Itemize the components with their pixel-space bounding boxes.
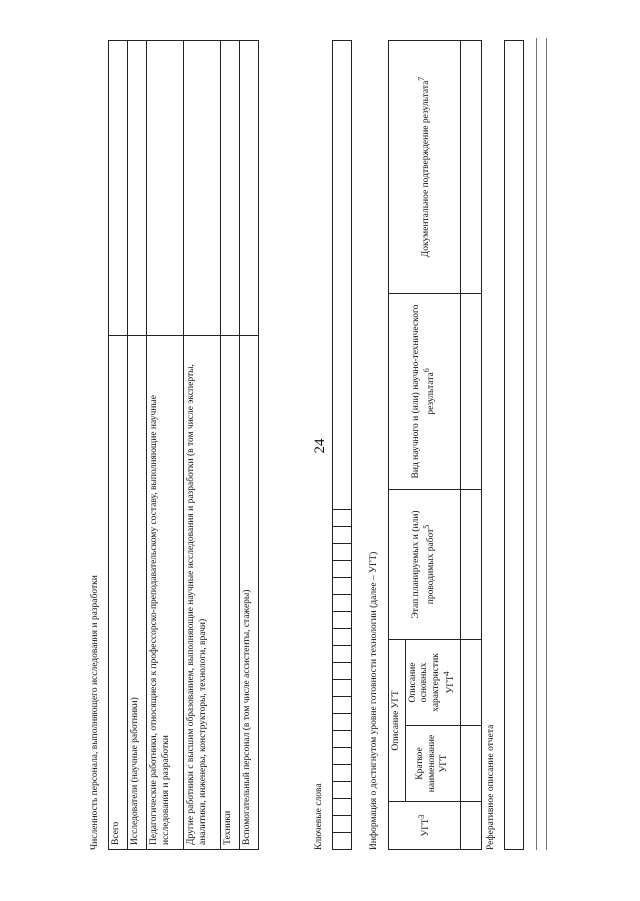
table-header-row <box>389 41 406 850</box>
doc-confirmation-cell[interactable] <box>461 41 482 294</box>
personnel-value-cell[interactable] <box>147 41 184 336</box>
keyword-cell[interactable] <box>333 578 352 595</box>
keyword-cell[interactable] <box>333 527 352 544</box>
keyword-cell[interactable] <box>333 799 352 816</box>
keyword-cell[interactable] <box>333 595 352 612</box>
abstract-field[interactable] <box>504 40 524 850</box>
col-doc-confirmation-header: Документальное подтверждение результата$^7$ <box>389 41 461 294</box>
short-name-cell[interactable] <box>461 726 482 802</box>
ugt-caption: Информация о достигнутом уровне готовности технологии (далее – УГТ) <box>369 551 379 850</box>
table-row <box>109 41 128 850</box>
keyword-cell[interactable] <box>333 697 352 714</box>
keyword-cell[interactable] <box>333 833 352 850</box>
ugt-cell[interactable] <box>461 802 482 850</box>
abstract-caption: Реферативное описание отчета <box>486 724 496 850</box>
keyword-cell[interactable] <box>333 510 352 527</box>
personnel-value-cell[interactable] <box>109 41 128 336</box>
personnel-row-label: Исследователи (научные работники) <box>128 336 147 850</box>
col-stage-header: Этап планируемых и (или) проводимых работ$^5$ <box>389 489 461 639</box>
page-number: 24 <box>312 438 328 454</box>
keyword-cell[interactable] <box>333 714 352 731</box>
personnel-value-cell[interactable] <box>184 41 221 336</box>
personnel-value-cell[interactable] <box>128 41 147 336</box>
personnel-row-label: Вспомогательный персонал (в том числе ассистенты, стажеры) <box>240 336 259 850</box>
divider <box>546 38 547 850</box>
table-row <box>333 41 352 850</box>
keyword-cell-wide[interactable] <box>333 41 352 510</box>
characteristics-cell[interactable] <box>461 639 482 725</box>
divider <box>536 38 537 850</box>
keyword-cell[interactable] <box>333 561 352 578</box>
keyword-cell[interactable] <box>333 663 352 680</box>
personnel-row-label: Техники <box>221 336 240 850</box>
table-row <box>221 41 240 850</box>
table-row <box>184 41 221 850</box>
keyword-cell[interactable] <box>333 782 352 799</box>
result-type-cell[interactable] <box>461 293 482 489</box>
stage-cell[interactable] <box>461 489 482 639</box>
keyword-cell[interactable] <box>333 816 352 833</box>
col-description-group-header: Описание УГТ <box>389 639 406 801</box>
keyword-cell[interactable] <box>333 748 352 765</box>
keyword-cell[interactable] <box>333 544 352 561</box>
col-result-type-header: Вид научного и (или) научно-технического результата$^6$ <box>389 293 461 489</box>
keyword-cell[interactable] <box>333 680 352 697</box>
keyword-cell[interactable] <box>333 612 352 629</box>
table-row <box>240 41 259 850</box>
report-form-content <box>90 20 590 850</box>
personnel-value-cell[interactable] <box>221 41 240 336</box>
personnel-row-label: Всего <box>109 336 128 850</box>
keywords-caption: Ключевые слова <box>314 783 324 850</box>
col-ugt-header: УГТ$^3$ <box>389 802 461 850</box>
personnel-caption: Численность персонала, выполняющего исследования и разработки <box>90 575 100 850</box>
keywords-table <box>332 40 352 850</box>
table-row <box>128 41 147 850</box>
ugt-table <box>388 40 482 850</box>
keyword-cell[interactable] <box>333 646 352 663</box>
col-characteristics-header: Описание основных характеристик УГТ$^4$ <box>405 639 460 725</box>
keyword-cell[interactable] <box>333 765 352 782</box>
personnel-table <box>108 40 259 850</box>
personnel-row-label: Другие работники с высшим образованием, выполняющие научные исследования и разработки (в том числе эксперты, аналитики, инженеры, конструкторы, технологи, врачи) <box>184 336 221 850</box>
table-row <box>461 41 482 850</box>
personnel-value-cell[interactable] <box>240 41 259 336</box>
keyword-cell[interactable] <box>333 629 352 646</box>
keyword-cell[interactable] <box>333 731 352 748</box>
col-short-name-header: Краткое наименование УГТ <box>405 726 460 802</box>
table-row <box>147 41 184 850</box>
personnel-row-label: Педагогические работники, относящиеся к профессорско-преподавательскому составу, выполняющие научные исследования и разработки <box>147 336 184 850</box>
